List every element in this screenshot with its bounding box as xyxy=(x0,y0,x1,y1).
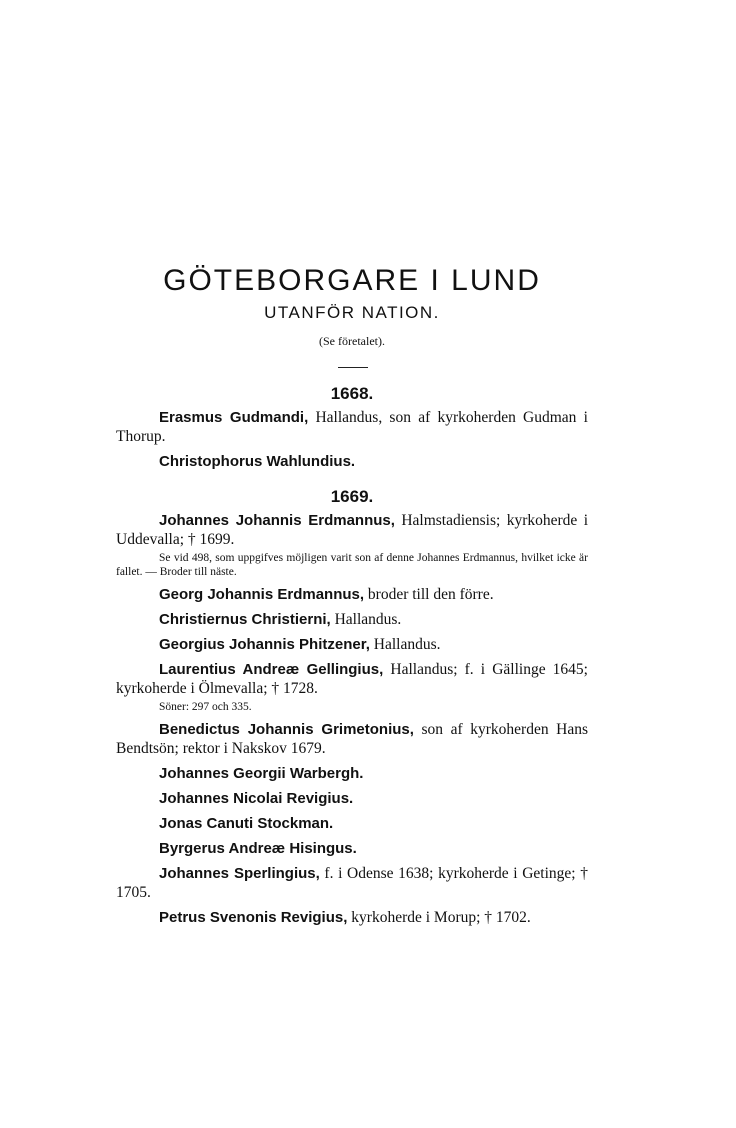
document-page xyxy=(116,0,588,1128)
list-item xyxy=(116,864,588,902)
person-details: son af kyrkoherden Hans Bendtsön; rektor i Nakskov 1679. xyxy=(116,721,589,757)
person-name: Georgius Johannis Phitzener, xyxy=(159,636,370,653)
page-title: GÖTEBORGARE I LUND xyxy=(163,264,541,297)
person-name: Benedictus Johannis Grimetonius, xyxy=(159,721,414,738)
list-item xyxy=(116,452,588,471)
list-item xyxy=(116,511,588,549)
footnote: Se vid 498, som uppgifves möjligen varit son af denne Johannes Erdmannus, hvilket icke är fallet. — Broder till näste. xyxy=(116,552,588,578)
person-details: Hallandus. xyxy=(330,611,402,628)
person-name: Erasmus Gudmandi, xyxy=(159,409,309,426)
person-details: f. i Odense 1638; kyrkoherde i Getinge; † 1705. xyxy=(116,865,588,901)
person-name: Georg Johannis Erdmannus, xyxy=(159,586,365,603)
person-name: Johannes Johannis Erdmannus, xyxy=(159,512,395,529)
person-name: Petrus Svenonis Revigius, xyxy=(159,909,348,926)
list-item xyxy=(116,660,588,698)
list-item xyxy=(116,839,588,858)
person-details: Hallandus; f. i Gällinge 1645; kyrkoherde i Ölmevalla; † 1728. xyxy=(116,661,588,697)
person-details: Hallandus. xyxy=(369,636,441,653)
list-item xyxy=(116,814,588,833)
list-item xyxy=(116,720,588,758)
person-name: Jonas Canuti Stockman. xyxy=(159,815,334,832)
list-item xyxy=(116,764,588,783)
footnote: Söner: 297 och 335. xyxy=(159,701,252,713)
year-heading: 1668. xyxy=(330,384,374,403)
year-heading: 1669. xyxy=(330,487,374,506)
person-name: Johannes Sperlingius, xyxy=(159,865,320,882)
list-item xyxy=(116,610,588,629)
list-item xyxy=(116,789,588,808)
person-details: Halmstadiensis; kyrkoherde i Uddevalla; † 1699. xyxy=(116,512,588,548)
page-subtitle: UTANFÖR NATION. xyxy=(264,303,440,322)
person-name: Christophorus Wahlundius. xyxy=(159,453,356,470)
list-item xyxy=(116,408,588,446)
person-name: Johannes Nicolai Revigius. xyxy=(159,790,354,807)
list-item xyxy=(116,908,588,927)
list-item xyxy=(116,635,588,654)
person-details: Hallandus, son af kyrkoherden Gudman i Thorup. xyxy=(116,409,588,445)
list-item xyxy=(116,585,588,604)
person-details: kyrkoherde i Morup; † 1702. xyxy=(347,909,531,926)
person-name: Laurentius Andreæ Gellingius, xyxy=(159,661,384,678)
divider xyxy=(338,367,368,368)
person-name: Christiernus Christierni, xyxy=(159,611,331,628)
person-details: broder till den förre. xyxy=(364,586,494,603)
person-name: Byrgerus Andreæ Hisingus. xyxy=(159,840,357,857)
person-name: Johannes Georgii Warbergh. xyxy=(159,765,364,782)
preface-note: (Se företalet). xyxy=(319,334,385,348)
register-body xyxy=(116,382,588,933)
